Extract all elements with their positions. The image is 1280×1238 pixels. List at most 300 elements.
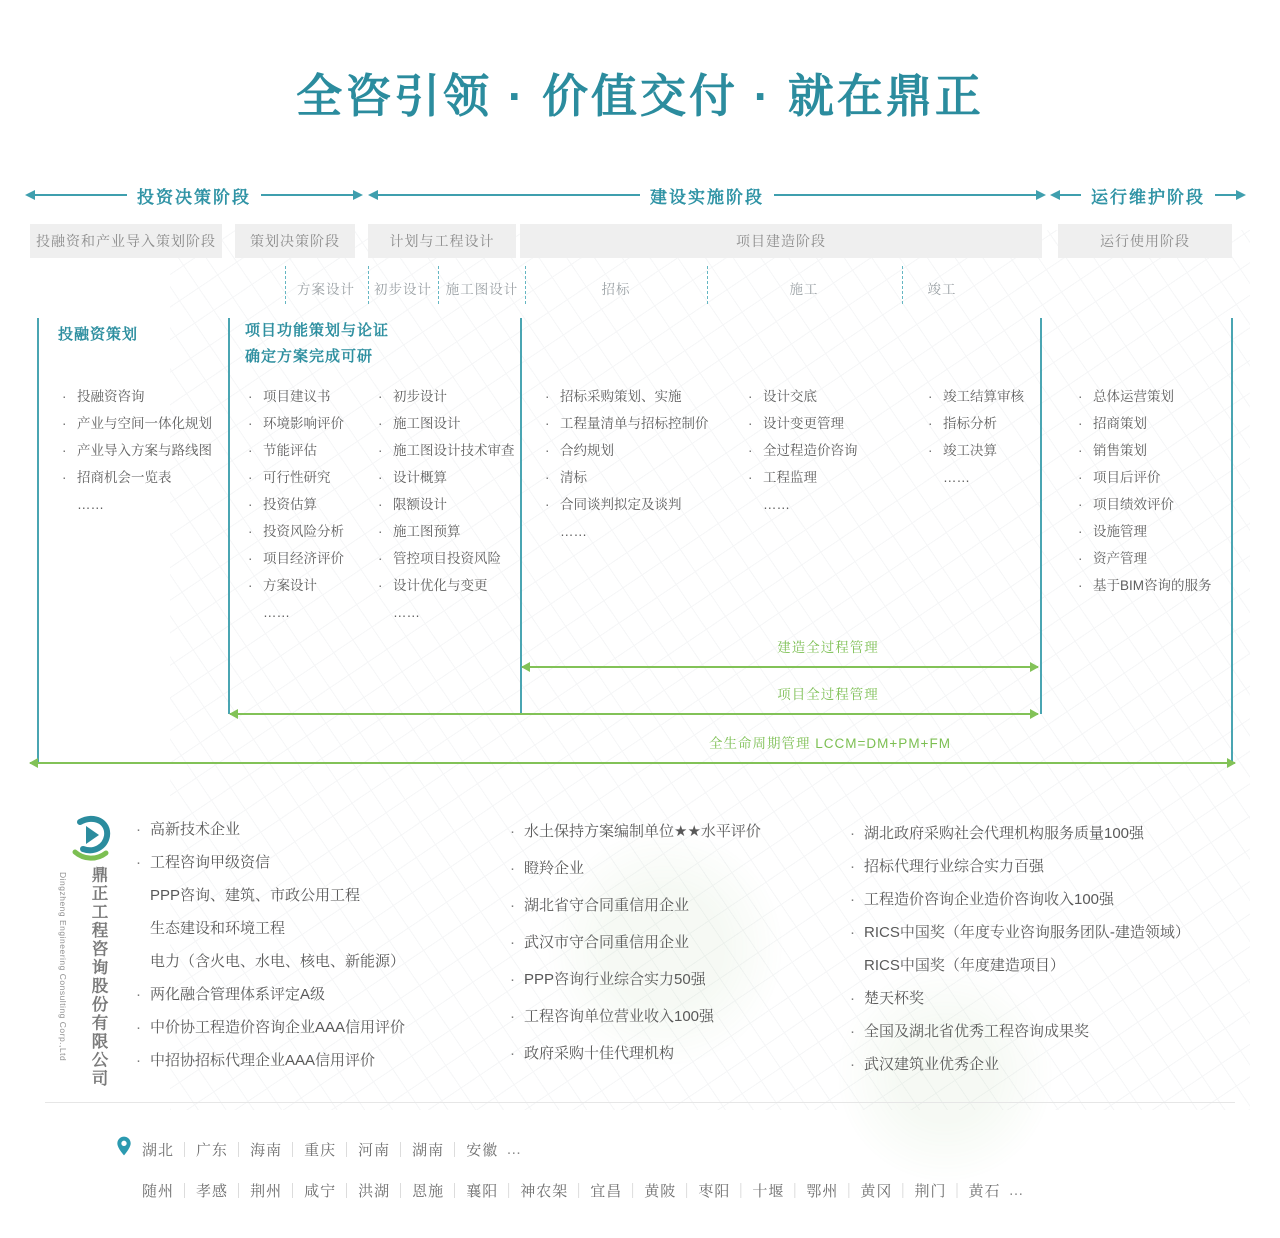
city: 神农架 ｜ [520, 1180, 590, 1201]
cities-ellipsis: … [1008, 1182, 1026, 1199]
list-item [378, 471, 515, 485]
list-item-text: 节能评估 [263, 443, 317, 458]
phase-arrow-construction [368, 182, 1046, 208]
arrow-line [1060, 194, 1081, 196]
bullet: · [510, 823, 515, 840]
bullet: · [248, 470, 253, 485]
bullet: · [1078, 443, 1083, 458]
list-item-text: 基于BIM咨询的服务 [1093, 578, 1212, 593]
list-item [928, 417, 1024, 431]
province: 湖北 ｜ [142, 1139, 196, 1160]
list-item-text: 销售策划 [1093, 443, 1147, 458]
list-item [545, 498, 709, 512]
list-item [1078, 579, 1212, 593]
stage-box-financing-planning: 投融资和产业导入策划阶段 [30, 224, 222, 258]
arrow-line [261, 194, 353, 196]
list-item [748, 417, 858, 431]
bullet: · [850, 990, 855, 1007]
bullet [248, 606, 263, 620]
arrow-left-icon [1050, 190, 1060, 200]
city: 荆州 ｜ [250, 1180, 304, 1201]
list-item [928, 444, 1024, 458]
province: 广东 ｜ [196, 1139, 250, 1160]
arrow-line [1215, 194, 1236, 196]
list-item [545, 471, 709, 485]
column-header-planning [245, 318, 389, 370]
substage-divider [902, 266, 903, 304]
qualification-item [850, 890, 1190, 910]
qualification-text: 武汉市守合同重信用企业 [524, 934, 690, 951]
list-item-text: 可行性研究 [263, 470, 331, 485]
bullet [136, 919, 150, 939]
list-item-text: 全过程造价咨询 [763, 443, 858, 458]
construction-list [748, 390, 858, 525]
qualifications-column-1 [136, 820, 405, 1084]
substage-divider [438, 266, 439, 304]
bullet: · [248, 497, 253, 512]
province: 海南 ｜ [250, 1139, 304, 1160]
bullet: · [510, 860, 515, 877]
qualification-text: 中价协工程造价咨询企业AAA信用评价 [150, 1019, 406, 1036]
substage-label: 施工图设计 [445, 282, 519, 297]
arrow-left-icon [368, 190, 378, 200]
list-item-text: 招标采购策划、实施 [560, 389, 682, 404]
list-item [1078, 552, 1212, 566]
list-item-text: 投资估算 [263, 497, 317, 512]
list-item [378, 417, 515, 431]
list-item-text: 工程监理 [763, 470, 817, 485]
qualification-text: 武汉建筑业优秀企业 [864, 1056, 1000, 1073]
city: 鄂州 ｜ [806, 1180, 860, 1201]
list-item-text: 投资风险分析 [263, 524, 344, 539]
company-logo [66, 814, 114, 864]
list-item [928, 390, 1024, 404]
city: 黄冈 ｜ [860, 1180, 914, 1201]
arrow-right-icon [1030, 662, 1039, 672]
list-item [748, 390, 858, 404]
bullet: · [510, 934, 515, 951]
qualification-text: 电力（含火电、水电、核电、新能源） [150, 953, 406, 970]
list-item [248, 471, 344, 485]
province: 重庆 ｜ [304, 1139, 358, 1160]
list-item [545, 444, 709, 458]
bullet: · [748, 416, 753, 431]
qualification-item [510, 822, 761, 842]
design-list [378, 390, 515, 633]
vertical-divider-planning [228, 318, 230, 714]
location-pin-icon [116, 1136, 132, 1156]
span-label: 全生命周期管理 LCCM=DM+PM+FM [709, 736, 951, 751]
bullet [136, 886, 150, 906]
qualifications-column-3 [850, 824, 1190, 1088]
arrow-line [774, 194, 1036, 196]
list-item-text: 设计概算 [393, 470, 447, 485]
list-item [1078, 417, 1212, 431]
list-item [1078, 471, 1212, 485]
bullet: · [850, 1023, 855, 1040]
list-item [248, 417, 344, 431]
vertical-divider-outer-right [1231, 318, 1233, 763]
province: 安徽 [466, 1142, 499, 1159]
list-item [545, 390, 709, 404]
qualification-text: 招标代理行业综合实力百强 [864, 858, 1045, 875]
qualification-item [850, 824, 1190, 844]
bullet: · [850, 1056, 855, 1073]
list-item [545, 417, 709, 431]
list-item [248, 579, 344, 593]
city: 洪湖 ｜ [358, 1180, 412, 1201]
arrow-right-icon [1236, 190, 1246, 200]
city: 随州 ｜ [142, 1180, 196, 1201]
bullet: · [545, 389, 550, 404]
footer-divider [45, 1102, 1235, 1103]
list-item-text: 产业与空间一体化规划 [77, 416, 212, 431]
qualification-item [136, 1051, 405, 1071]
qualification-text: 工程咨询单位营业收入100强 [524, 1008, 715, 1025]
management-span-construction [522, 636, 1038, 670]
bullet: · [1078, 389, 1083, 404]
bullet [545, 525, 560, 539]
bullet [378, 606, 393, 620]
qualification-item [510, 859, 761, 879]
qualification-text: 湖北省守合同重信用企业 [524, 897, 690, 914]
bullet: · [510, 1045, 515, 1062]
list-item-text: 投融资咨询 [77, 389, 145, 404]
list-item-text: 限额设计 [393, 497, 447, 512]
qualification-text: 两化融合管理体系评定A级 [150, 986, 326, 1003]
bullet: · [248, 551, 253, 566]
qualification-item [136, 886, 405, 906]
span-label: 项目全过程管理 [777, 687, 879, 702]
city: 襄阳 ｜ [466, 1180, 520, 1201]
qualification-item [136, 919, 405, 939]
list-item-text: …… [263, 605, 290, 620]
stage-box-decision: 策划决策阶段 [235, 224, 355, 258]
substage-divider [707, 266, 708, 304]
list-item [1078, 444, 1212, 458]
phase-label: 建设实施阶段 [650, 187, 764, 207]
column-header-line2: 确定方案完成可研 [245, 348, 374, 365]
list-item-text: 竣工决算 [943, 443, 997, 458]
list-item [378, 444, 515, 458]
list-item [748, 471, 858, 485]
arrow-left-icon [229, 709, 238, 719]
list-item-text: 施工图预算 [393, 524, 461, 539]
qualification-item [510, 970, 761, 990]
bullet: · [545, 497, 550, 512]
qualification-item [510, 1007, 761, 1027]
list-item [378, 498, 515, 512]
list-item-text: 项目建议书 [263, 389, 331, 404]
vertical-divider-construction-right [1040, 318, 1042, 714]
bullet: · [748, 443, 753, 458]
list-item-text: 合约规划 [560, 443, 614, 458]
phase-label: 运行维护阶段 [1091, 187, 1205, 207]
bullet: · [248, 416, 253, 431]
city: 恩施 ｜ [412, 1180, 466, 1201]
bullet: · [850, 825, 855, 842]
list-item-text: 设计变更管理 [763, 416, 844, 431]
qualification-text: PPP咨询行业综合实力50强 [524, 971, 706, 988]
list-item-text: 竣工结算审核 [943, 389, 1024, 404]
qualification-text: 生态建设和环境工程 [150, 920, 286, 937]
list-item-text: 方案设计 [263, 578, 317, 593]
qualification-item [136, 853, 405, 873]
column-header-line1: 项目功能策划与论证 [245, 322, 390, 339]
city-list [142, 1180, 1000, 1201]
list-item-text: 合同谈判拟定及谈判 [560, 497, 682, 512]
city: 黄陂 ｜ [644, 1180, 698, 1201]
arrow-left-icon [29, 758, 38, 768]
bullet: · [1078, 416, 1083, 431]
bullet: · [62, 389, 67, 404]
list-item-text: 指标分析 [943, 416, 997, 431]
bullet: · [136, 986, 141, 1003]
bullet: · [510, 897, 515, 914]
city: 咸宁 ｜ [304, 1180, 358, 1201]
qualification-item [510, 1044, 761, 1064]
list-item-text: 施工图设计技术审查 [393, 443, 515, 458]
bullet: · [545, 443, 550, 458]
substage-label: 竣工 [927, 282, 957, 297]
qualification-text: 工程咨询甲级资信 [150, 854, 271, 871]
bullet: · [378, 470, 383, 485]
qualification-item [850, 857, 1190, 877]
substage-label: 招标 [601, 282, 631, 297]
qualification-text: 全国及湖北省优秀工程咨询成果奖 [864, 1023, 1090, 1040]
list-item [62, 444, 212, 458]
bullet [748, 498, 763, 512]
arrow-right-icon [1030, 709, 1039, 719]
stage-box-plan-design: 计划与工程设计 [368, 224, 516, 258]
bullet: · [850, 891, 855, 908]
list-item-text: 项目后评价 [1093, 470, 1161, 485]
bullet: · [248, 443, 253, 458]
bullet: · [850, 858, 855, 875]
list-item [928, 471, 1024, 485]
company-name-en: Dingzheng Engineering Consulting Corp.,Ltd [58, 872, 68, 1062]
bullet [62, 498, 77, 512]
bullet: · [378, 524, 383, 539]
qualification-item [850, 956, 1190, 976]
span-arrow-line [230, 713, 1038, 715]
list-item [248, 498, 344, 512]
bullet: · [1078, 497, 1083, 512]
bullet: · [62, 443, 67, 458]
qualification-item [136, 952, 405, 972]
list-item [1078, 498, 1212, 512]
list-item [545, 525, 709, 539]
list-item [378, 552, 515, 566]
list-item-text: 招商策划 [1093, 416, 1147, 431]
list-item [62, 471, 212, 485]
phase-label: 投资决策阶段 [137, 187, 251, 207]
province-row [142, 1139, 523, 1160]
qualification-text: RICS中国奖（年度专业咨询服务团队-建造领域） [864, 924, 1190, 941]
vertical-divider-outer-left [37, 318, 39, 763]
list-item-text: 施工图设计 [393, 416, 461, 431]
list-item-text: 设计交底 [763, 389, 817, 404]
list-item-text: …… [560, 524, 587, 539]
bullet: · [378, 497, 383, 512]
qualification-item [136, 1018, 405, 1038]
list-item [1078, 390, 1212, 404]
substage-divider [525, 266, 526, 304]
bullet: · [748, 389, 753, 404]
list-item [62, 390, 212, 404]
list-item-text: 工程量清单与招标控制价 [560, 416, 709, 431]
bullet: · [928, 443, 933, 458]
qualification-item [850, 989, 1190, 1009]
arrow-line [35, 194, 127, 196]
span-arrow-line [30, 762, 1235, 764]
substage-divider [285, 266, 286, 304]
bullet [928, 471, 943, 485]
city: 孝感 ｜ [196, 1180, 250, 1201]
city: 十堰 ｜ [752, 1180, 806, 1201]
list-item-text: 管控项目投资风险 [393, 551, 501, 566]
province: 湖南 ｜ [412, 1139, 466, 1160]
list-item-text: 项目经济评价 [263, 551, 344, 566]
substage-label: 方案设计 [297, 282, 355, 297]
bullet: · [136, 821, 141, 838]
list-item-text: …… [763, 497, 790, 512]
list-item [62, 417, 212, 431]
arrow-right-icon [1227, 758, 1236, 768]
qualification-text: 工程造价咨询企业造价咨询收入100强 [864, 891, 1115, 908]
bullet: · [1078, 470, 1083, 485]
list-item-text: 产业导入方案与路线图 [77, 443, 212, 458]
qualification-text: RICS中国奖（年度建造项目） [864, 957, 1065, 974]
list-item-text: …… [77, 497, 104, 512]
city: 宜昌 ｜ [590, 1180, 644, 1201]
bullet: · [248, 524, 253, 539]
completion-list [928, 390, 1024, 498]
arrow-right-icon [1036, 190, 1046, 200]
bullet: · [378, 443, 383, 458]
list-item-text: 资产管理 [1093, 551, 1147, 566]
company-name-cn: 鼎正工程咨询股份有限公司 [89, 866, 107, 1088]
stage-box-construction: 项目建造阶段 [520, 224, 1042, 258]
bullet: · [136, 854, 141, 871]
qualification-item [850, 1055, 1190, 1075]
list-item [248, 525, 344, 539]
bullet: · [510, 1008, 515, 1025]
qualification-item [850, 923, 1190, 943]
bullet: · [545, 416, 550, 431]
span-label: 建造全过程管理 [777, 640, 879, 655]
phase-arrow-operation [1050, 182, 1246, 208]
list-item [748, 444, 858, 458]
planning-list [248, 390, 344, 633]
bidding-list [545, 390, 709, 552]
list-item-text: …… [943, 470, 970, 485]
list-item-text: 清标 [560, 470, 587, 485]
qualifications-column-2 [510, 822, 761, 1081]
bullet: · [62, 416, 67, 431]
operation-list [1078, 390, 1212, 606]
substage-label: 施工 [789, 282, 819, 297]
city: 荆门 ｜ [914, 1180, 968, 1201]
bullet: · [510, 971, 515, 988]
bullet: · [928, 416, 933, 431]
provinces-ellipsis: … [506, 1141, 524, 1158]
bullet: · [378, 551, 383, 566]
city: 黄石 [968, 1183, 1001, 1200]
qualification-text: 政府采购十佳代理机构 [524, 1045, 675, 1062]
list-item [378, 390, 515, 404]
list-item [748, 498, 858, 512]
bullet: · [62, 470, 67, 485]
list-item [248, 606, 344, 620]
bullet: · [928, 389, 933, 404]
qualification-item [136, 985, 405, 1005]
list-item [378, 525, 515, 539]
substage-divider [368, 266, 369, 304]
qualification-item [136, 820, 405, 840]
bullet: · [748, 470, 753, 485]
list-item [248, 444, 344, 458]
bullet: · [378, 389, 383, 404]
bullet: · [248, 389, 253, 404]
arrow-right-icon [353, 190, 363, 200]
column-header-financing: 投融资策划 [58, 326, 139, 343]
bullet: · [850, 924, 855, 941]
bullet: · [378, 578, 383, 593]
substage-label: 初步设计 [374, 282, 432, 297]
management-span-lifecycle [30, 732, 1235, 766]
qualification-text: 中招协招标代理企业AAA信用评价 [150, 1052, 376, 1069]
qualification-text: 高新技术企业 [150, 821, 241, 838]
phase-arrow-investment [25, 182, 363, 208]
list-item-text: 环境影响评价 [263, 416, 344, 431]
bullet: · [1078, 524, 1083, 539]
list-item-text: 初步设计 [393, 389, 447, 404]
bullet: · [545, 470, 550, 485]
qualification-text: PPP咨询、建筑、市政公用工程 [150, 887, 361, 904]
province-list [142, 1139, 498, 1160]
span-arrow-line [522, 666, 1038, 668]
qualification-text: 楚天杯奖 [864, 990, 925, 1007]
bullet [850, 956, 864, 976]
bullet [136, 952, 150, 972]
bullet: · [378, 416, 383, 431]
province: 河南 ｜ [358, 1139, 412, 1160]
list-item [248, 390, 344, 404]
list-item-text: 招商机会一览表 [77, 470, 172, 485]
bullet: · [1078, 578, 1083, 593]
qualification-text: 水土保持方案编制单位★★水平评价 [524, 823, 761, 840]
list-item [248, 552, 344, 566]
management-span-project [230, 683, 1038, 717]
qualification-item [510, 933, 761, 953]
list-item-text: 设施管理 [1093, 524, 1147, 539]
list-item-text: 项目绩效评价 [1093, 497, 1174, 512]
page-title: 全咨引领 · 价值交付 · 就在鼎正 [296, 70, 984, 122]
bullet: · [136, 1052, 141, 1069]
city: 枣阳 ｜ [698, 1180, 752, 1201]
arrow-left-icon [25, 190, 35, 200]
qualification-text: 瞪羚企业 [524, 860, 585, 877]
qualification-item [850, 1022, 1190, 1042]
financing-list [62, 390, 212, 525]
bullet: · [136, 1019, 141, 1036]
list-item [378, 606, 515, 620]
city-row [142, 1180, 1025, 1201]
list-item-text: …… [393, 605, 420, 620]
list-item-text: 总体运营策划 [1093, 389, 1174, 404]
bullet: · [1078, 551, 1083, 566]
